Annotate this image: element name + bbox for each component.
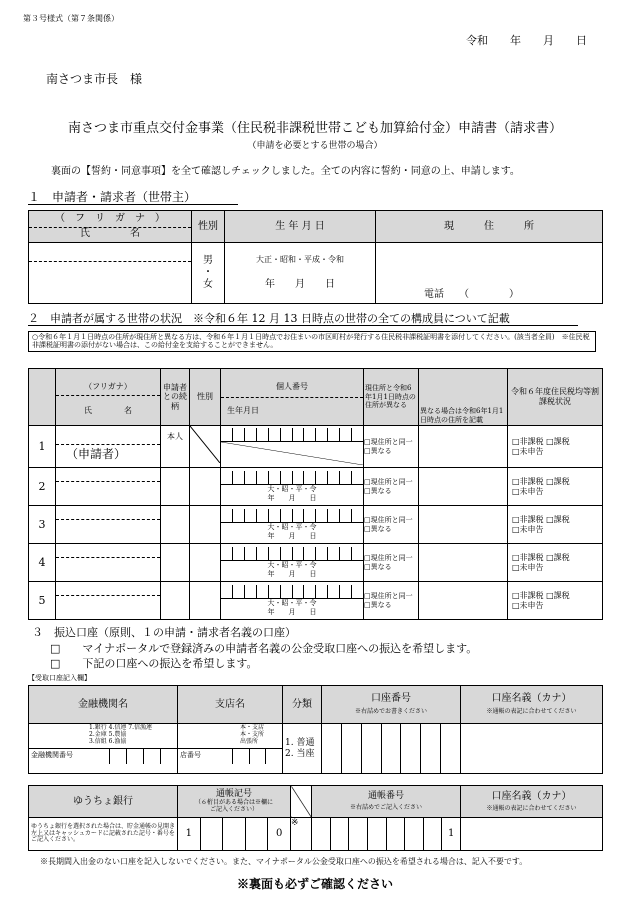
relation-field[interactable] [161, 582, 190, 620]
bank-account-table [28, 685, 603, 774]
branch-code-label: 店番号 [180, 750, 201, 759]
h-gender: 性別 [190, 369, 221, 426]
checkbox-tax[interactable]: □課税 [546, 552, 570, 562]
checkbox-unfiled[interactable]: □未申告 [512, 524, 544, 534]
checkbox-diff[interactable]: □異なる [364, 446, 392, 455]
gender-select[interactable] [192, 243, 225, 304]
addressee: 南さつま市長 様 [46, 72, 143, 86]
bank-field[interactable] [29, 724, 178, 774]
era-options[interactable]: 大・昭・平・令 [267, 523, 317, 532]
gender-field[interactable] [190, 582, 221, 620]
h-relation: 申請者との続柄 [161, 369, 190, 426]
branch-code-boxes[interactable] [232, 749, 282, 764]
dob-ymd: 年 月 日 [265, 278, 335, 290]
furigana-field[interactable] [29, 243, 191, 262]
holder-note: ※通帳の表記に合わせてください [486, 708, 577, 716]
row-number: 3 [29, 506, 56, 544]
h-addr-same: 現住所と令和6年1月1日時点の住所が異なる [364, 369, 419, 426]
household-row-1 [29, 426, 603, 468]
option-mynaportal[interactable]: □ マイナポータルで登録済みの申請者名義の公金受取口座への振込を希望します。 [50, 642, 478, 655]
checkbox-same[interactable]: □現住所と同一 [364, 478, 413, 487]
household-row-3 [29, 506, 603, 544]
checkbox-nontax[interactable]: □非課税 [512, 436, 544, 446]
checkbox-diff[interactable]: □異なる [364, 486, 392, 495]
intro-text: 裏面の【誓約・同意事項】を全て確認しチェックしました。全ての内容に誓約・同意の上、申請します。 [51, 166, 520, 177]
branch-header: 支店名 [178, 686, 283, 724]
h-dob: 生年月日 [227, 406, 259, 416]
branch-types: 本・支店 本・支所 出張所 [240, 724, 265, 745]
prev-address-field[interactable] [419, 426, 508, 468]
slash-mark [190, 426, 220, 463]
holder-header: 口座名義（カナ） [491, 693, 572, 705]
h-mynumber: 個人番号 [221, 378, 363, 398]
mynumber-boxes[interactable] [221, 471, 363, 485]
relation-field[interactable] [161, 468, 190, 506]
checkbox-tax[interactable]: □課税 [546, 436, 570, 446]
page-subtitle: （申請を必要とする世帯の場合） [247, 141, 383, 151]
bank-code-label: 金融機関番号 [31, 750, 73, 759]
checkbox-nontax[interactable]: □非課税 [512, 552, 544, 562]
type-options[interactable]: 1. 普通 2. 当座 [283, 724, 322, 774]
checkbox-same[interactable]: □現住所と同一 [364, 516, 413, 525]
row-number: 2 [29, 468, 56, 506]
symbol-boxes[interactable] [178, 818, 290, 850]
footer-note: ※長期間入出金のない口座を記入しないでください。また、マイナポータル公金受取口座への振込を希望される場合は、記入不要です。 [40, 857, 528, 866]
household-table [28, 368, 603, 620]
section1-heading: １ 申請者・請求者（世帯主） [28, 190, 238, 205]
mynumber-boxes[interactable] [221, 428, 363, 442]
mynumber-boxes[interactable] [221, 509, 363, 523]
bankbook-note: ※右詰めでご記入ください [349, 803, 422, 811]
checkbox-tax[interactable]: □課税 [546, 514, 570, 524]
era-options[interactable]: 大・昭・平・令 [267, 599, 317, 608]
household-row-5 [29, 582, 603, 620]
row-number: 5 [29, 582, 56, 620]
section2-heading: ２ 申請者が属する世帯の状況 ※令和６年 12 月 13 日時点の世帯の全ての構成員について記載 [28, 312, 578, 326]
gender-field[interactable] [190, 426, 221, 468]
name-header: 氏 名 [80, 228, 140, 239]
era-options: 大正・昭和・平成・令和 [256, 255, 344, 265]
yucho-header: ゆうちょ銀行 [29, 786, 178, 818]
checkbox-unfiled[interactable]: □未申告 [512, 600, 544, 610]
checkbox-tax[interactable]: □課税 [546, 476, 570, 486]
option-other-account[interactable]: □ 下記の口座への振込を希望します。 [50, 657, 258, 670]
row-furigana-field[interactable] [56, 544, 160, 558]
applicant-table [28, 210, 603, 304]
dob-ymd: 年 月 日 [267, 493, 317, 502]
checkbox-unfiled[interactable]: □未申告 [512, 446, 544, 456]
bank-types: 1.銀行 4.信連 7.信漁連 2.金庫 5.農協 3.信組 6.漁協 [89, 724, 152, 745]
bank-header: 金融機関名 [29, 686, 178, 724]
relation-field[interactable] [161, 506, 190, 544]
gender-field[interactable] [190, 544, 221, 582]
era-options[interactable]: 大・昭・平・令 [267, 561, 317, 570]
dob-ymd: 年 月 日 [267, 607, 317, 616]
prev-address-field[interactable] [419, 582, 508, 620]
checkbox-same[interactable]: □現住所と同一 [364, 554, 413, 563]
address-field[interactable] [376, 243, 603, 304]
dob-ymd: 年 月 日 [267, 569, 317, 578]
yucho-holder-note: ※通帳の表記に合わせてください [486, 804, 577, 812]
row-number: 1 [29, 426, 56, 468]
checkbox-nontax[interactable]: □非課税 [512, 476, 544, 486]
furigana-header: （ フ リ ガ ナ ） [29, 213, 191, 228]
phone-field[interactable]: 電話 （ ） [424, 289, 519, 300]
household-row-4 [29, 544, 603, 582]
form-number: 第３号様式（第７条関係） [23, 14, 119, 23]
row-furigana-field[interactable] [56, 506, 160, 520]
checkbox-diff[interactable]: □異なる [364, 562, 392, 571]
bank-code-boxes[interactable] [109, 749, 177, 764]
branch-field[interactable] [178, 724, 283, 774]
row-name-field[interactable] [56, 482, 160, 505]
checkbox-tax[interactable]: □課税 [546, 590, 570, 600]
symbol-header: 通帳記号 [215, 789, 252, 800]
checkbox-same[interactable]: □現住所と同一 [364, 438, 413, 447]
relation-self: 本人 [161, 426, 190, 468]
row-name-field[interactable] [56, 520, 160, 543]
row-name-field[interactable] [56, 596, 160, 619]
era-options[interactable]: 大・昭・平・令 [267, 485, 317, 494]
row-number: 4 [29, 544, 56, 582]
row-furigana-field[interactable] [56, 582, 160, 596]
h-tax-status: 令和６年度住民税均等割課税状況 [508, 369, 603, 426]
acct-no-header: 口座番号 [371, 693, 411, 705]
symbol-digit-0: 0 [275, 828, 283, 839]
acct-no-note: ※右詰めでお書きください [354, 708, 427, 716]
section2-note: ○令和６年１月１日時点の住所が現住所と異なる方は、令和６年１月１日時点でお住まいの市区町村が発行する住民税非課税証明書を添付してください。(該当者全員) ※住民税非課税証明書の添付がない場合は、この給付金を支給することができません。 [28, 331, 596, 352]
gender-male[interactable]: 男 [203, 255, 213, 266]
checkbox-nontax[interactable]: □非課税 [512, 514, 544, 524]
yucho-table [28, 785, 603, 851]
bankbook-header: 通帳番号 [367, 791, 404, 802]
gender-female[interactable]: 女 [203, 279, 213, 290]
yucho-holder-field[interactable] [461, 818, 603, 851]
checkbox-unfiled[interactable]: □未申告 [512, 486, 544, 496]
back-notice: ※裏面も必ずご確認ください [236, 877, 393, 891]
checkbox-same[interactable]: □現住所と同一 [364, 592, 413, 601]
prev-address-field[interactable] [419, 506, 508, 544]
dob-field[interactable] [225, 243, 376, 304]
dob-header: 生 年 月 日 [225, 211, 376, 243]
type-header: 分類 [283, 686, 322, 724]
gender-field[interactable] [190, 506, 221, 544]
name-field[interactable] [29, 262, 191, 303]
holder-field[interactable] [461, 724, 603, 774]
bankbook-last-digit: 1 [448, 828, 455, 839]
checkbox-nontax[interactable]: □非課税 [512, 590, 544, 600]
h-name: 氏 名 [84, 406, 132, 416]
yucho-holder-header: 口座名義（カナ） [491, 790, 572, 802]
gender-field[interactable] [190, 468, 221, 506]
prev-address-field[interactable] [419, 468, 508, 506]
household-row-2 [29, 468, 603, 506]
row-furigana-field[interactable] [56, 468, 160, 482]
applicant-label: （申請者） [66, 447, 127, 462]
account-box-label: 【受取口座記入欄】 [28, 674, 91, 682]
gender-separator: ・ [203, 267, 213, 278]
divider-slash [291, 786, 312, 818]
page-title: 南さつま市重点交付金事業（住民税非課税世帯こども加算給付金）申請書（請求書） [67, 121, 562, 136]
h-furigana: （フリガナ） [56, 378, 160, 396]
yucho-note: ゆうちょ銀行を選択された場合は、貯金通帳の見開き左上又はキャッシュカードに記載された記号・番号をご記入ください。 [29, 818, 178, 851]
checkbox-diff[interactable]: □異なる [364, 524, 392, 533]
date-line: 令和 年 月 日 [466, 34, 587, 47]
relation-field[interactable] [161, 544, 190, 582]
acct-no-boxes[interactable] [322, 724, 460, 773]
checkbox-unfiled[interactable]: □未申告 [512, 562, 544, 572]
prev-address-field[interactable] [419, 544, 508, 582]
address-header: 現 住 所 [376, 211, 603, 243]
row-furigana-field[interactable] [56, 431, 160, 445]
symbol-digit-1: 1 [178, 818, 201, 850]
symbol-note: （６桁目がある場合は※欄に ご記入ください） [194, 799, 273, 813]
dob-slash [221, 442, 363, 465]
h-addr-diff: 異なる場合は令和6年1月1日時点の住所を記載 [419, 369, 508, 426]
checkbox-diff[interactable]: □異なる [364, 600, 392, 609]
gender-header: 性別 [192, 211, 225, 243]
mynumber-boxes[interactable] [221, 585, 363, 599]
section3-heading: ３ 振込口座（原則、１の申請・請求者名義の口座） [32, 626, 296, 639]
sixth-digit-box[interactable]: ※ [291, 818, 312, 851]
dob-ymd: 年 月 日 [267, 531, 317, 540]
bankbook-boxes[interactable] [312, 818, 460, 850]
row-name-field[interactable] [56, 558, 160, 581]
mynumber-boxes[interactable] [221, 547, 363, 561]
